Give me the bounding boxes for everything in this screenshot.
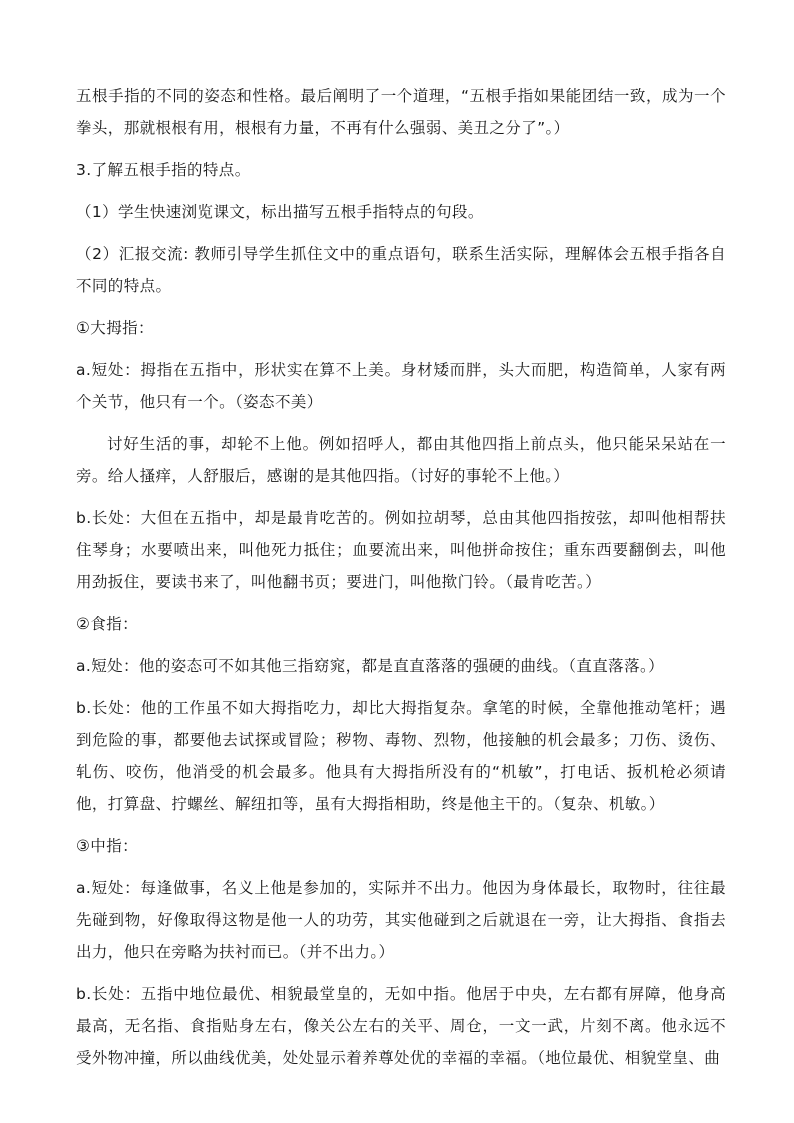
thumb-shortcoming: a.短处：拇指在五指中，形状实在算不上美。身材矮而胖，头大而肥，构造简单，人家有两个关节，他只有一个。（姿态不美） [76,361,726,411]
section-heading-features: 3.了解五根手指的特点。 [76,161,251,179]
thumb-heading: ①大拇指： [76,319,154,337]
step-2-report: （2）汇报交流: 教师引导学生抓住文中的重点语句，联系生活实际，理解体会五根手指各自不同的特点。 [76,245,726,295]
index-finger-strength: b.长处：他的工作虽不如大拇指吃力，却比大拇指复杂。拿笔的时候，全靠他推动笔杆；遇到危险的事，都要他去试探或冒险；秽物、毒物、烈物，他接触的机会最多；刀伤、烫伤、轧伤、咬伤，他消受的机会最多。他具有大拇指所没有的“机敏”，打电话、扳机枪必须请他，打算盘、拧螺丝、解纽扣等，虽有大拇指相助，终是他主干的。（复杂、机敏。） [76,699,726,813]
middle-finger-strength: b.长处：五指中地位最优、相貌最堂皇的，无如中指。他居于中央，左右都有屏障，他身高最高，无名指、食指贴身左右，像关公左右的关平、周仓，一文一武，片刻不离。他永远不受外物冲撞，所以曲线优美，处处显示着养尊处优的幸福的幸福。（地位最优、相貌堂皇、曲 [76,985,726,1067]
index-finger-shortcoming: a.短处：他的姿态可不如其他三指窈窕，都是直直落落的强硬的曲线。（直直落落。） [76,657,665,675]
thumb-strength: b.长处：大但在五指中，却是最肯吃苦的。例如拉胡琴，总由其他四指按弦，却叫他相帮扶住琴身；水要喷出来，叫他死力抵住；血要流出来，叫他拼命按住；重东西要翻倒去，叫他用劲扳住，要读书来了，叫他翻书页；要进门，叫他揿门铃。（最肯吃苦。） [76,509,726,591]
middle-finger-shortcoming: a.短处：每逢做事，名义上他是参加的，实际并不出力。他因为身体最长，取物时，往往最先碰到物，好像取得这物是他一人的功劳，其实他碰到之后就退在一旁，让大拇指、食指去出力，他只在旁略为扶衬而已。（并不出力。） [76,879,726,961]
step-1-browse: （1）学生快速浏览课文，标出描写五根手指特点的句段。 [76,203,484,221]
middle-finger-heading: ③中指： [76,837,138,855]
index-finger-heading: ②食指： [76,615,138,633]
paragraph-summary: 五根手指的不同的姿态和性格。最后阐明了一个道理，“五根手指如果能团结一致，成为一个拳头，那就根根有用，根根有力量，不再有什么强弱、美丑之分了”。） [76,87,726,137]
document-page [76,80,726,1074]
thumb-shortcoming-detail: 讨好生活的事，却轮不上他。例如招呼人，都由其他四指上前点头，他只能呆呆站在一旁。给人搔痒，人舒服后，感谢的是其他四指。（讨好的事轮不上他。） [76,435,726,485]
